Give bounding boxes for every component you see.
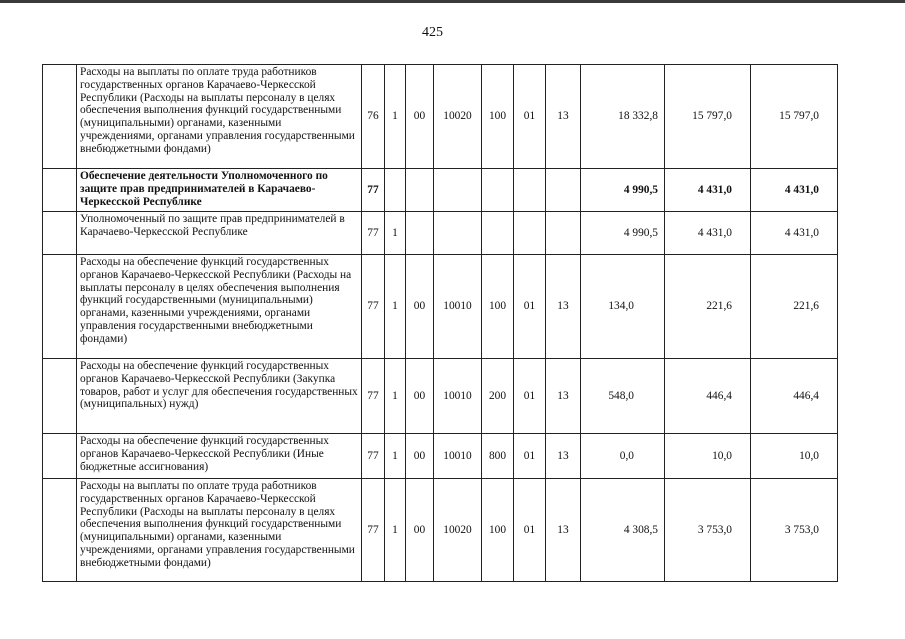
budget-table-container bbox=[42, 64, 838, 582]
blank-cell bbox=[43, 255, 77, 359]
blank-cell bbox=[43, 65, 77, 169]
amount-year-1: 4 990,5 bbox=[581, 212, 665, 255]
code-subprogram bbox=[406, 212, 434, 255]
code-ministry: 77 bbox=[362, 255, 385, 359]
amount-year-3: 10,0 bbox=[751, 434, 838, 479]
code-subprogram: 00 bbox=[406, 255, 434, 359]
blank-cell bbox=[43, 212, 77, 255]
amount-year-1: 4 990,5 bbox=[581, 169, 665, 212]
code-expense-type: 100 bbox=[482, 65, 514, 169]
amount-year-2: 10,0 bbox=[665, 434, 751, 479]
code-ministry: 77 bbox=[362, 434, 385, 479]
code-ministry: 77 bbox=[362, 479, 385, 582]
code-section: 01 bbox=[514, 479, 546, 582]
code-subsection: 13 bbox=[546, 479, 581, 582]
top-edge-rule bbox=[0, 0, 905, 3]
amount-year-1: 548,0 bbox=[581, 359, 665, 434]
code-program: 1 bbox=[385, 255, 406, 359]
blank-cell bbox=[43, 479, 77, 582]
blank-cell bbox=[43, 434, 77, 479]
blank-cell bbox=[43, 359, 77, 434]
code-direction bbox=[434, 169, 482, 212]
code-subprogram: 00 bbox=[406, 65, 434, 169]
table-row bbox=[43, 169, 838, 212]
code-ministry: 76 bbox=[362, 65, 385, 169]
code-subsection bbox=[546, 212, 581, 255]
row-description: Расходы на выплаты по оплате труда работников государственных органов Карачаево-Черкесской Республики (Расходы на выплаты персоналу в целях обеспечения выполнения функций государственными (муниципальными) органами, казенными учреждениями, органами управления государственными внебюджетными фондами) bbox=[77, 65, 362, 169]
code-program: 1 bbox=[385, 212, 406, 255]
amount-year-2: 221,6 bbox=[665, 255, 751, 359]
table-body bbox=[43, 65, 838, 582]
code-direction: 10010 bbox=[434, 359, 482, 434]
table-row bbox=[43, 65, 838, 169]
amount-year-1: 18 332,8 bbox=[581, 65, 665, 169]
code-expense-type bbox=[482, 212, 514, 255]
code-section: 01 bbox=[514, 434, 546, 479]
code-section: 01 bbox=[514, 255, 546, 359]
blank-cell bbox=[43, 169, 77, 212]
amount-year-3: 4 431,0 bbox=[751, 212, 838, 255]
code-direction: 10010 bbox=[434, 255, 482, 359]
code-subsection: 13 bbox=[546, 255, 581, 359]
code-subprogram bbox=[406, 169, 434, 212]
amount-year-3: 446,4 bbox=[751, 359, 838, 434]
code-subprogram: 00 bbox=[406, 359, 434, 434]
code-expense-type: 800 bbox=[482, 434, 514, 479]
code-direction: 10020 bbox=[434, 479, 482, 582]
code-program: 1 bbox=[385, 359, 406, 434]
code-program: 1 bbox=[385, 479, 406, 582]
table-row bbox=[43, 434, 838, 479]
row-description: Расходы на выплаты по оплате труда работников государственных органов Карачаево-Черкесской Республики (Расходы на выплаты персоналу в целях обеспечения выполнения функций государственными (муниципальными) органами, казенными учреждениями, органами управления государственными внебюджетными фондами) bbox=[77, 479, 362, 582]
code-subsection: 13 bbox=[546, 65, 581, 169]
code-ministry: 77 bbox=[362, 359, 385, 434]
code-direction bbox=[434, 212, 482, 255]
amount-year-2: 4 431,0 bbox=[665, 169, 751, 212]
code-ministry: 77 bbox=[362, 169, 385, 212]
amount-year-3: 3 753,0 bbox=[751, 479, 838, 582]
code-program: 1 bbox=[385, 65, 406, 169]
amount-year-1: 134,0 bbox=[581, 255, 665, 359]
table-row bbox=[43, 359, 838, 434]
code-expense-type: 200 bbox=[482, 359, 514, 434]
code-expense-type bbox=[482, 169, 514, 212]
code-subsection: 13 bbox=[546, 359, 581, 434]
code-direction: 10010 bbox=[434, 434, 482, 479]
code-section bbox=[514, 212, 546, 255]
amount-year-1: 0,0 bbox=[581, 434, 665, 479]
budget-table bbox=[42, 64, 838, 582]
amount-year-3: 4 431,0 bbox=[751, 169, 838, 212]
table-row bbox=[43, 212, 838, 255]
row-description: Расходы на обеспечение функций государственных органов Карачаево-Черкесской Республики (Закупка товаров, работ и услуг для обеспечения государственных (муниципальных) нужд) bbox=[77, 359, 362, 434]
table-row bbox=[43, 479, 838, 582]
code-subsection bbox=[546, 169, 581, 212]
amount-year-2: 3 753,0 bbox=[665, 479, 751, 582]
code-section bbox=[514, 169, 546, 212]
row-description: Уполномоченный по защите прав предпринимателей в Карачаево-Черкесской Республике bbox=[77, 212, 362, 255]
code-program: 1 bbox=[385, 434, 406, 479]
row-description: Расходы на обеспечение функций государственных органов Карачаево-Черкесской Республики (Иные бюджетные ассигнования) bbox=[77, 434, 362, 479]
table-row bbox=[43, 255, 838, 359]
amount-year-3: 221,6 bbox=[751, 255, 838, 359]
code-subprogram: 00 bbox=[406, 479, 434, 582]
code-expense-type: 100 bbox=[482, 255, 514, 359]
code-program bbox=[385, 169, 406, 212]
code-ministry: 77 bbox=[362, 212, 385, 255]
amount-year-3: 15 797,0 bbox=[751, 65, 838, 169]
page-number: 425 bbox=[422, 25, 443, 40]
amount-year-2: 446,4 bbox=[665, 359, 751, 434]
code-section: 01 bbox=[514, 359, 546, 434]
amount-year-2: 15 797,0 bbox=[665, 65, 751, 169]
amount-year-1: 4 308,5 bbox=[581, 479, 665, 582]
code-expense-type: 100 bbox=[482, 479, 514, 582]
row-description: Обеспечение деятельности Уполномоченного по защите прав предпринимателей в Карачаево-Черкесской Республике bbox=[77, 169, 362, 212]
code-section: 01 bbox=[514, 65, 546, 169]
amount-year-2: 4 431,0 bbox=[665, 212, 751, 255]
row-description: Расходы на обеспечение функций государственных органов Карачаево-Черкесской Республики (Расходы на выплаты персоналу в целях обеспечения выполнения функций государственными (муниципальными) органами, казенными учреждениями, органами управления государственными внебюджетными фондами) bbox=[77, 255, 362, 359]
code-subsection: 13 bbox=[546, 434, 581, 479]
code-direction: 10020 bbox=[434, 65, 482, 169]
code-subprogram: 00 bbox=[406, 434, 434, 479]
